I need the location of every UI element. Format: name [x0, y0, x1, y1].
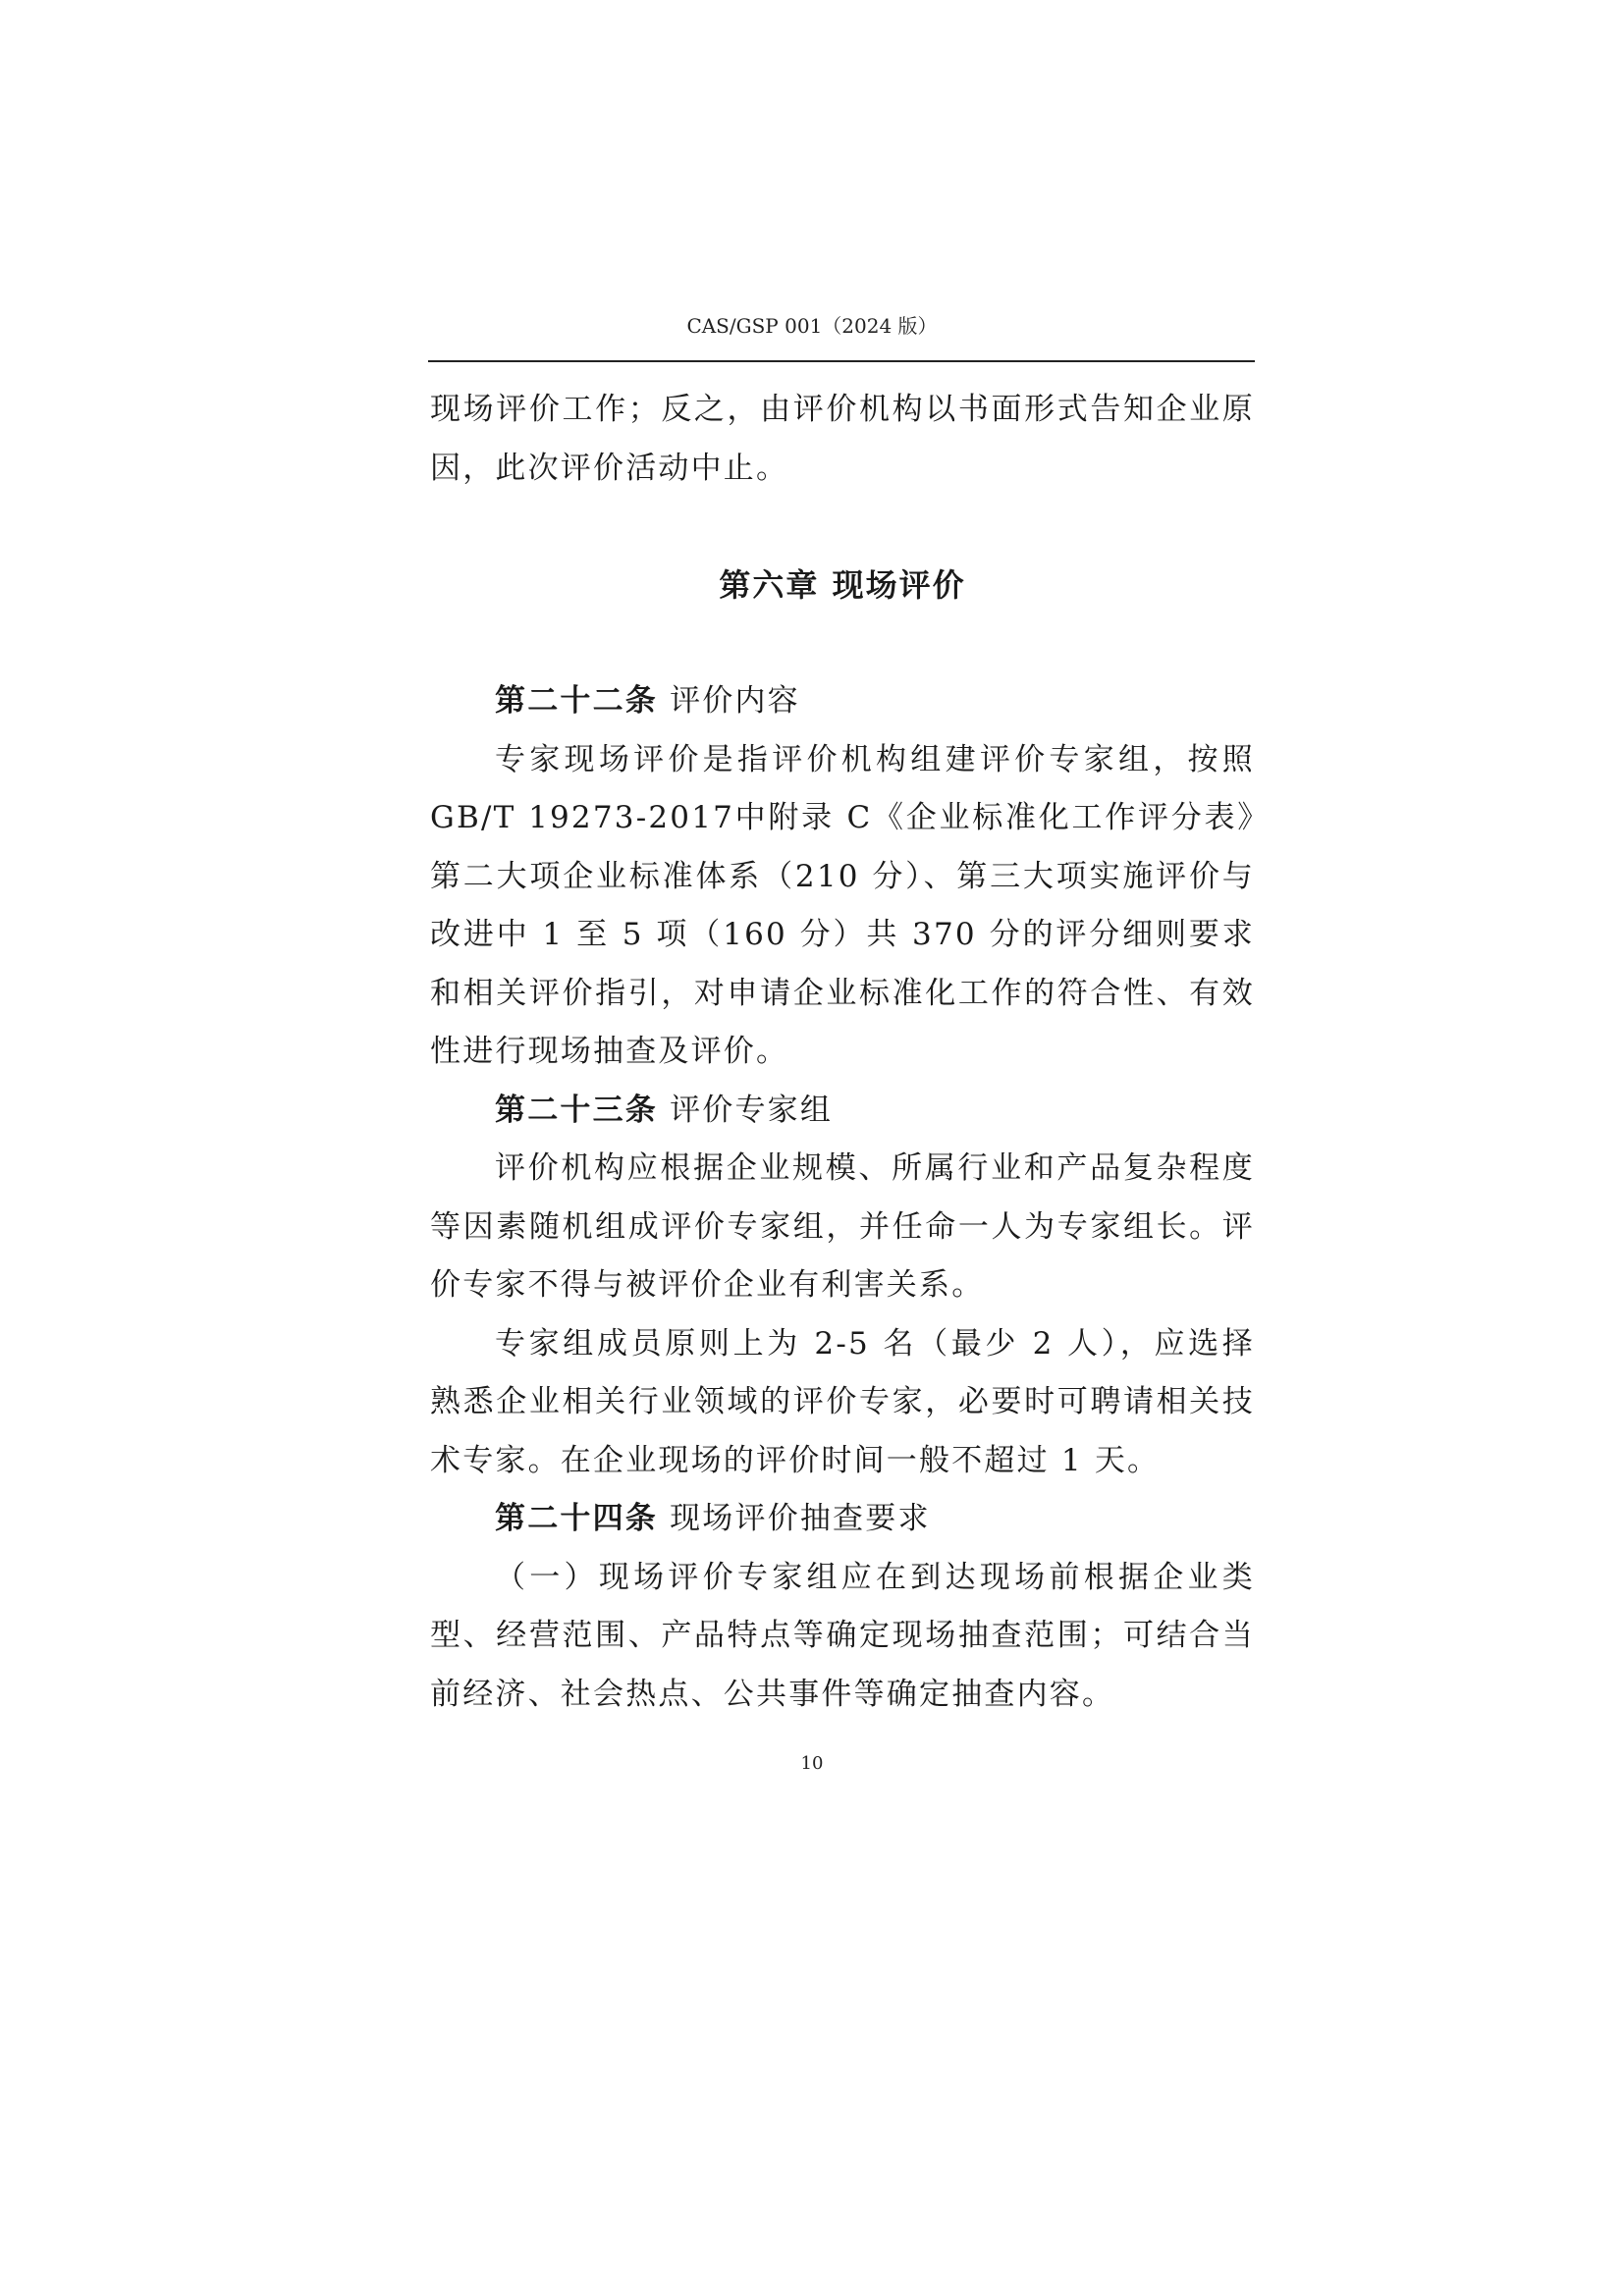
article-24-title: 现场评价抽查要求 — [670, 1501, 931, 1536]
header-divider — [428, 360, 1255, 362]
article-24-heading — [430, 1490, 1255, 1549]
article-23-paragraph-2: 专家组成员原则上为 2-5 名（最少 2 人），应选择熟悉企业相关行业领域的评价专家，必要时可聘请相关技术专家。在企业现场的评价时间一般不超过 1 天。 — [430, 1325, 1255, 1478]
article-22-paragraph-1: 专家现场评价是指评价机构组建评价专家组，按照GB/T 19273-2017中附录 C《企业标准化工作评分表》第二大项企业标准体系（210 分）、第三大项实施评价与改进中 1 至 5 项（160 分）共 370 分的评分细则要求和相关评价指引，对申请企业标准化工作的符合性、有效性进行现场抽查及评价。 — [430, 741, 1255, 1069]
intro-paragraph: 现场评价工作；反之，由评价机构以书面形式告知企业原因，此次评价活动中止。 — [430, 392, 1255, 486]
article-23-number: 第二十三条 — [495, 1092, 658, 1128]
article-23-heading — [430, 1082, 1255, 1141]
article-22-number: 第二十二条 — [495, 683, 658, 719]
article-24-paragraph-1: （一）现场评价专家组应在到达现场前根据企业类型、经营范围、产品特点等确定现场抽查范围；可结合当前经济、社会热点、公共事件等确定抽查内容。 — [430, 1559, 1255, 1712]
page-header: CAS/GSP 001（2024 版） — [686, 314, 938, 338]
article-22-heading — [430, 672, 1255, 731]
document-body — [430, 381, 1255, 1724]
chapter-title: 第六章 现场评价 — [719, 566, 966, 604]
article-23-paragraph-1: 评价机构应根据企业规模、所属行业和产品复杂程度等因素随机组成评价专家组，并任命一人为专家组长。评价专家不得与被评价企业有利害关系。 — [430, 1150, 1255, 1303]
article-23-title: 评价专家组 — [670, 1092, 834, 1128]
article-24-number: 第二十四条 — [495, 1501, 658, 1536]
article-22-title: 评价内容 — [670, 683, 800, 719]
page-number: 10 — [800, 1753, 824, 1774]
